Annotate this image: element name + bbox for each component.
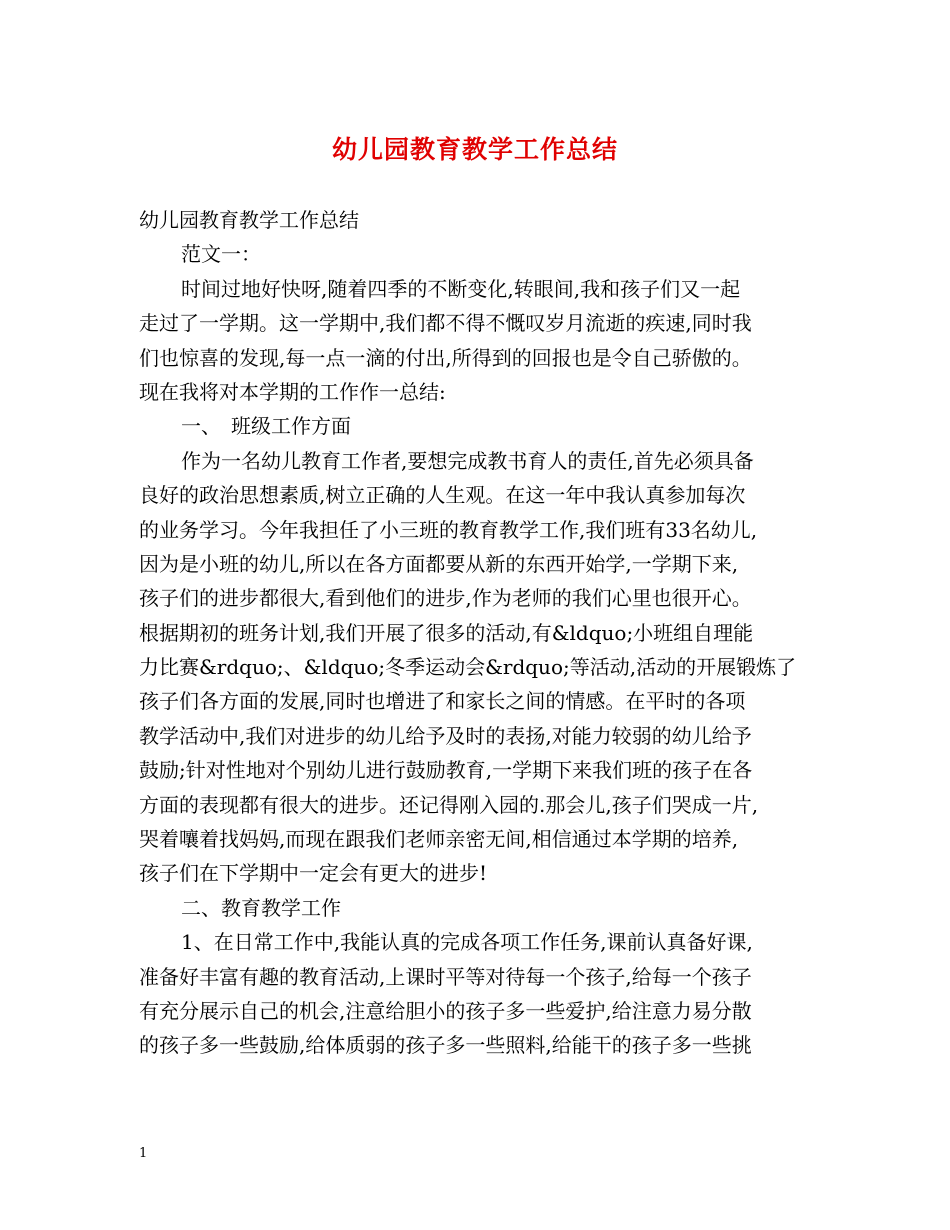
page-number: 1 <box>139 1146 148 1161</box>
text-line: 准备好丰富有趣的教育活动,上课时平等对待每一个孩子,给每一个孩子 <box>139 964 752 989</box>
page-title: 幼儿园教育教学工作总结 <box>331 135 618 164</box>
text-line: 们也惊喜的发现,每一点一滴的付出,所得到的回报也是令自己骄傲的。 <box>139 345 752 370</box>
text-line: 因为是小班的幼儿,所以在各方面都要从新的东西开始学,一学期下来, <box>139 551 739 576</box>
text-line: 良好的政治思想素质,树立正确的人生观。在这一年中我认真参加每次 <box>139 483 746 508</box>
text-line: 幼儿园教育教学工作总结 <box>139 208 359 232</box>
text-line: 现在我将对本学期的工作作一总结: <box>139 379 446 404</box>
text-line: 有充分展示自己的机会,注意给胆小的孩子多一些爱护,给注意力易分散 <box>139 998 752 1023</box>
text-line: 方面的表现都有很大的进步。还记得刚入园的.那会儿,孩子们哭成一片, <box>139 792 759 817</box>
text-line: 鼓励;针对性地对个别幼儿进行鼓励教育,一学期下来我们班的孩子在各 <box>139 758 753 783</box>
text-line: 的业务学习。今年我担任了小三班的教育教学工作,我们班有33名幼儿, <box>139 517 758 542</box>
text-line: 1、在日常工作中,我能认真的完成各项工作任务,课前认真备好课, <box>181 930 753 955</box>
text-line: 走过了一学期。这一学期中,我们都不得不慨叹岁月流逝的疾速,同时我 <box>139 311 752 336</box>
text-line: 孩子们的进步都很大,看到他们的进步,作为老师的我们心里也很开心。 <box>139 586 752 611</box>
document-body <box>139 203 829 1063</box>
text-line: 孩子们各方面的发展,同时也增进了和家长之间的情感。在平时的各项 <box>139 689 746 714</box>
text-line: 时间过地好快呀,随着四季的不断变化,转眼间,我和孩子们又一起 <box>181 276 741 301</box>
text-line: 根据期初的班务计划,我们开展了很多的活动,有&ldquo;小班组自理能 <box>139 620 754 645</box>
text-line: 一、 班级工作方面 <box>181 414 351 439</box>
text-line: 孩子们在下学期中一定会有更大的进步! <box>139 861 488 886</box>
text-line: 范文一： <box>181 242 261 267</box>
text-line: 二、教育教学工作 <box>181 895 341 920</box>
text-line: 教学活动中,我们对进步的幼儿给予及时的表扬,对能力较弱的幼儿给予 <box>139 723 752 748</box>
text-line: 的孩子多一些鼓励,给体质弱的孩子多一些照料,给能干的孩子多一些挑 <box>139 1033 752 1058</box>
text-line: 力比赛&rdquo;、&ldquo;冬季运动会&rdquo;等活动,活动的开展锻炼了 <box>139 655 797 680</box>
text-line: 作为一名幼儿教育工作者,要想完成教书育人的责任,首先必须具备 <box>181 448 754 473</box>
text-line: 哭着嚷着找妈妈,而现在跟我们老师亲密无间,相信通过本学期的培养, <box>139 827 739 852</box>
